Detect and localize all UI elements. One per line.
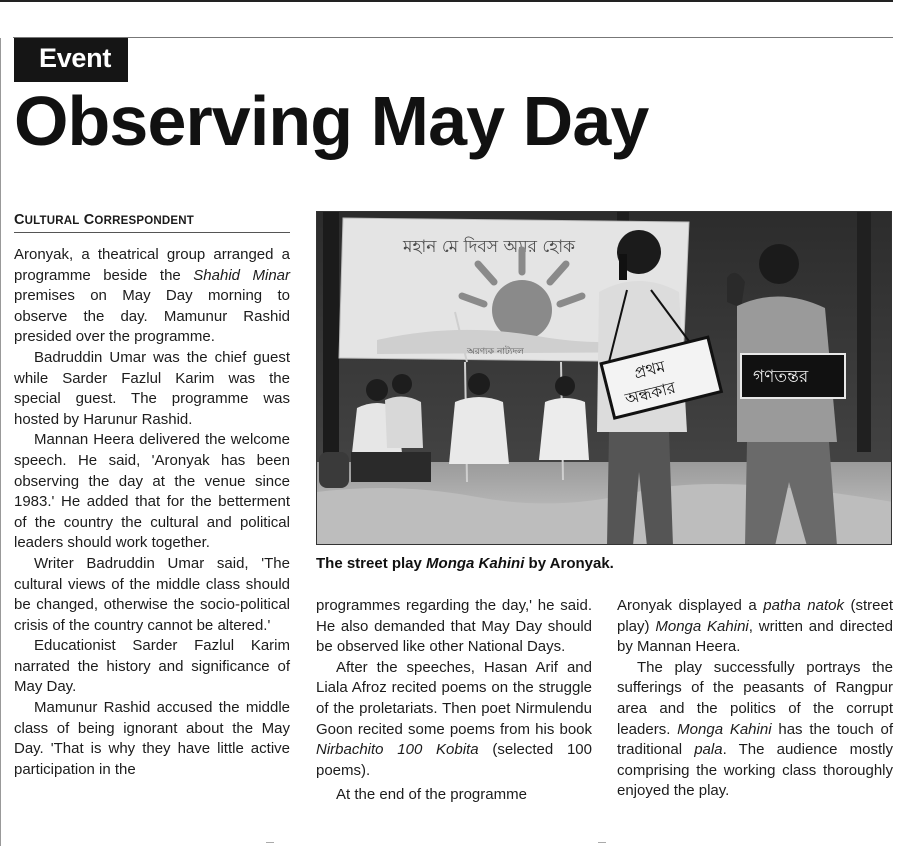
text: . The audience mostly comprising the working class thoroughly enjoyed the play. bbox=[617, 741, 893, 800]
tree-trunk bbox=[857, 212, 871, 452]
paragraph: Mannan Heera delivered the welcome speech. He said, 'Aronyak has been observing the day at the venue since 1983.' He added that for the betterment of the country the cultural and political leaders should work together. bbox=[14, 431, 290, 552]
paragraph: Educationist Sarder Fazlul Karim narrated the history and significance of May Day. bbox=[14, 637, 290, 696]
banner-subtext: অরণ্যক নাট্যদল bbox=[467, 347, 524, 357]
section-tag: Event bbox=[14, 38, 128, 82]
paragraph: At the end of the programme bbox=[336, 786, 527, 804]
byline-word1: ULTURAL bbox=[24, 215, 80, 227]
phone bbox=[619, 254, 627, 280]
banner-text: মহান মে দিবস অমর হোক bbox=[403, 237, 576, 257]
text: Aronyak displayed a bbox=[617, 597, 764, 614]
musician-head bbox=[366, 379, 388, 401]
emphasis: pala bbox=[694, 741, 723, 759]
musician-head bbox=[468, 373, 490, 395]
byline-c1: C bbox=[14, 212, 25, 228]
byline-c2: C bbox=[83, 212, 95, 228]
section-rule bbox=[13, 37, 893, 38]
tree-trunk bbox=[323, 212, 339, 472]
emphasis: Monga Kahini bbox=[677, 720, 772, 738]
paragraph: Badruddin Umar was the chief guest while Sarder Fazlul Karim was the special guest. The programme was hosted by Harunur Rashid. bbox=[14, 348, 290, 428]
harmonium bbox=[351, 452, 431, 482]
photo-illustration bbox=[317, 212, 892, 545]
left-column-rule bbox=[0, 38, 1, 846]
text: (street play) bbox=[617, 597, 893, 635]
byline bbox=[14, 212, 290, 233]
paragraph: Writer Badruddin Umar said, 'The cultural views of the middle class should be changed, otherwise the socio-political crisis of the country cannot be altered.' bbox=[14, 554, 290, 634]
article-column-2 bbox=[316, 596, 592, 806]
sign-left-text-1: প্রথম bbox=[632, 356, 667, 383]
byline-word2: ORRESPONDENT bbox=[94, 215, 194, 227]
paragraph bbox=[14, 245, 290, 348]
photo-caption bbox=[316, 555, 614, 572]
paragraph: programmes regarding the day,' he said. He also demanded that May Day should be observed like other National Days. bbox=[316, 597, 592, 656]
actor-head bbox=[759, 244, 799, 284]
musician-head bbox=[392, 374, 412, 394]
sun-disc bbox=[492, 280, 552, 340]
paragraph: Mamunur Rashid accused the middle class of being ignorant about the May Day. 'That is why they have little active participation in the bbox=[14, 699, 290, 778]
headline: Observing May Day bbox=[14, 82, 649, 160]
text: , written and directed by Mannan Heera. bbox=[617, 617, 894, 656]
news-photo bbox=[316, 211, 892, 545]
emphasis: Monga Kahini bbox=[655, 617, 749, 635]
musician-body bbox=[539, 398, 589, 460]
text: (selected 100 poems). bbox=[316, 741, 592, 779]
text: has the touch of traditional bbox=[617, 720, 893, 759]
emphasis: Nirbachito 100 Kobita bbox=[316, 741, 479, 759]
musician-head bbox=[555, 376, 575, 396]
sign-left-text-2: অন্ধকার bbox=[623, 377, 678, 409]
text: premises on May Day morning to observe the day. Mamunur Rashid presided over the programme. bbox=[14, 287, 290, 346]
caption-title: Monga Kahini bbox=[426, 555, 525, 572]
text: After the speeches, Hasan Arif and Liala Afroz recited poems on the struggle of the proletariats. Then poet Nirmulendu Goon recited some poems from his book bbox=[316, 658, 592, 738]
sign-right-text: গণতন্তর bbox=[753, 367, 809, 387]
text: The play successfully portrays the sufferings of the peasants of Rangpur area and the politics of the corrupt leaders. bbox=[617, 658, 893, 738]
article-column-3 bbox=[617, 596, 893, 802]
emphasis: patha natok bbox=[763, 597, 844, 614]
caption-text: The street play bbox=[316, 555, 427, 572]
drum bbox=[319, 452, 349, 488]
paragraph bbox=[316, 658, 592, 782]
crop-mark bbox=[598, 842, 606, 843]
paragraph bbox=[617, 596, 893, 658]
crop-mark bbox=[266, 842, 274, 843]
emphasis: Shahid Minar bbox=[193, 266, 291, 284]
musician-body bbox=[385, 396, 423, 448]
musician-body bbox=[449, 397, 509, 464]
paragraph bbox=[617, 658, 893, 802]
top-rule bbox=[0, 0, 893, 2]
caption-text: by Aronyak. bbox=[524, 555, 614, 572]
article-column-1 bbox=[14, 245, 290, 780]
text: Aronyak, a theatrical group arranged a programme beside the bbox=[14, 246, 290, 284]
